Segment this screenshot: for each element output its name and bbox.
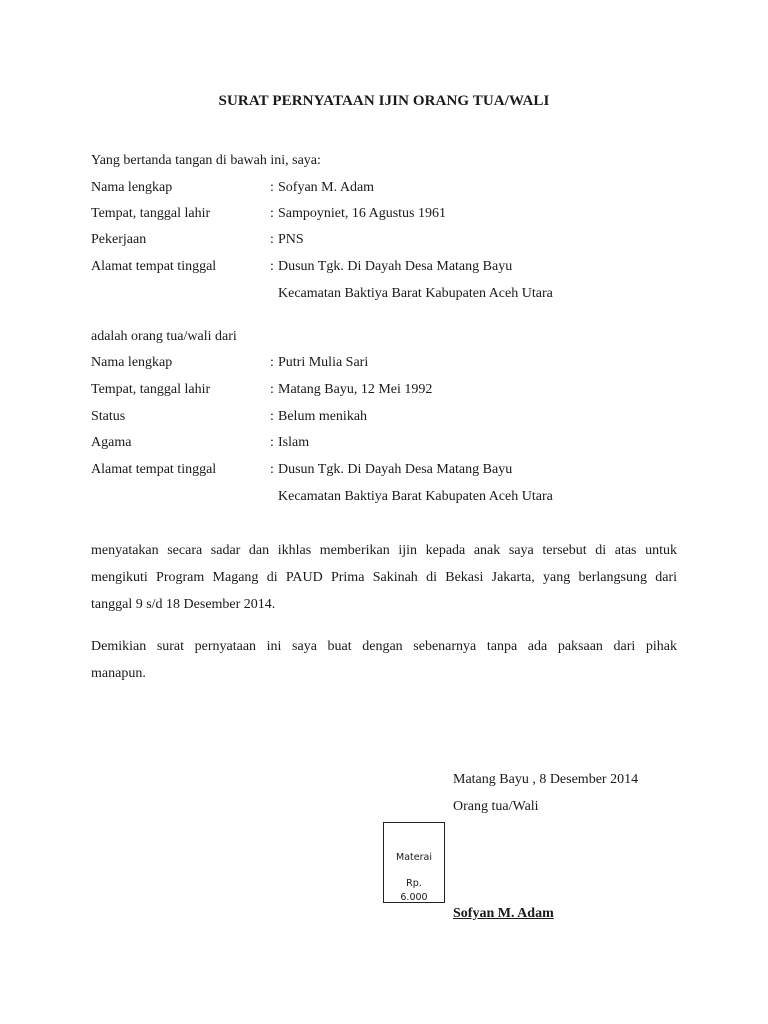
field-label: Tempat, tanggal lahir: [91, 382, 211, 397]
child-row-religion: Agama : Islam: [91, 435, 310, 450]
field-label: Tempat, tanggal lahir: [91, 206, 211, 221]
signature-role: Orang tua/Wali: [453, 799, 539, 814]
field-label: Alamat tempat tinggal: [91, 259, 217, 274]
field-label: Pekerjaan: [91, 232, 147, 247]
parent-row-address: Alamat tempat tinggal : Dusun Tgk. Di Dayah Desa Matang Bayu: [91, 259, 513, 274]
field-label: Nama lengkap: [91, 355, 173, 370]
signature-place-date: Matang Bayu , 8 Desember 2014: [453, 772, 639, 787]
field-value: Sofyan M. Adam: [278, 180, 375, 195]
materai-stamp-box: [383, 822, 445, 903]
child-row-name: Nama lengkap : Putri Mulia Sari: [91, 355, 369, 370]
child-address-continuation: Kecamatan Baktiya Barat Kabupaten Aceh Utara: [278, 489, 553, 504]
field-label: Agama: [91, 435, 132, 450]
stamp-amount-prefix: Rp.: [406, 878, 422, 889]
stamp-amount: 6.000: [400, 892, 428, 903]
closing-line: manapun.: [91, 666, 146, 681]
statement-line: mengikuti Program Magang di PAUD Prima Sakinah di Bekasi Jakarta, yang berlangsung dari: [91, 570, 677, 585]
field-value: PNS: [278, 232, 304, 247]
statement-paragraph: [91, 537, 677, 618]
field-value: Dusun Tgk. Di Dayah Desa Matang Bayu: [278, 462, 513, 477]
closing-line: Demikian surat pernyataan ini saya buat dengan sebenarnya tanpa ada paksaan dari pihak: [91, 639, 677, 654]
child-row-address: Alamat tempat tinggal : Dusun Tgk. Di Dayah Desa Matang Bayu: [91, 462, 513, 477]
parent-row-birth: Tempat, tanggal lahir : Sampoyniet, 16 Agustus 1961: [91, 206, 447, 221]
statement-line: menyatakan secara sadar dan ikhlas memberikan ijin kepada anak saya tersebut di atas untuk: [91, 543, 677, 558]
document-title: SURAT PERNYATAAN IJIN ORANG TUA/WALI: [218, 93, 550, 109]
field-value: Matang Bayu, 12 Mei 1992: [278, 382, 433, 397]
signer-name: Sofyan M. Adam: [453, 906, 554, 921]
field-value: Islam: [278, 435, 310, 450]
parent-address-continuation: Kecamatan Baktiya Barat Kabupaten Aceh Utara: [278, 286, 553, 301]
field-label: Nama lengkap: [91, 180, 173, 195]
closing-paragraph: [91, 633, 677, 687]
stamp-label: Materai: [396, 852, 432, 863]
parent-row-name: Nama lengkap : Sofyan M. Adam: [91, 180, 375, 195]
field-value: Belum menikah: [278, 409, 368, 424]
child-intro-text: adalah orang tua/wali dari: [91, 329, 237, 344]
field-value: Dusun Tgk. Di Dayah Desa Matang Bayu: [278, 259, 513, 274]
child-row-birth: Tempat, tanggal lahir : Matang Bayu, 12 Mei 1992: [91, 382, 433, 397]
statement-line: tanggal 9 s/d 18 Desember 2014.: [91, 597, 276, 612]
field-label: Status: [91, 409, 126, 424]
child-row-status: Status : Belum menikah: [91, 409, 368, 424]
field-label: Alamat tempat tinggal: [91, 462, 217, 477]
field-value: Putri Mulia Sari: [278, 355, 369, 370]
parent-row-occupation: Pekerjaan : PNS: [91, 232, 304, 247]
field-value: Sampoyniet, 16 Agustus 1961: [278, 206, 447, 221]
intro-text: Yang bertanda tangan di bawah ini, saya:: [91, 153, 321, 168]
